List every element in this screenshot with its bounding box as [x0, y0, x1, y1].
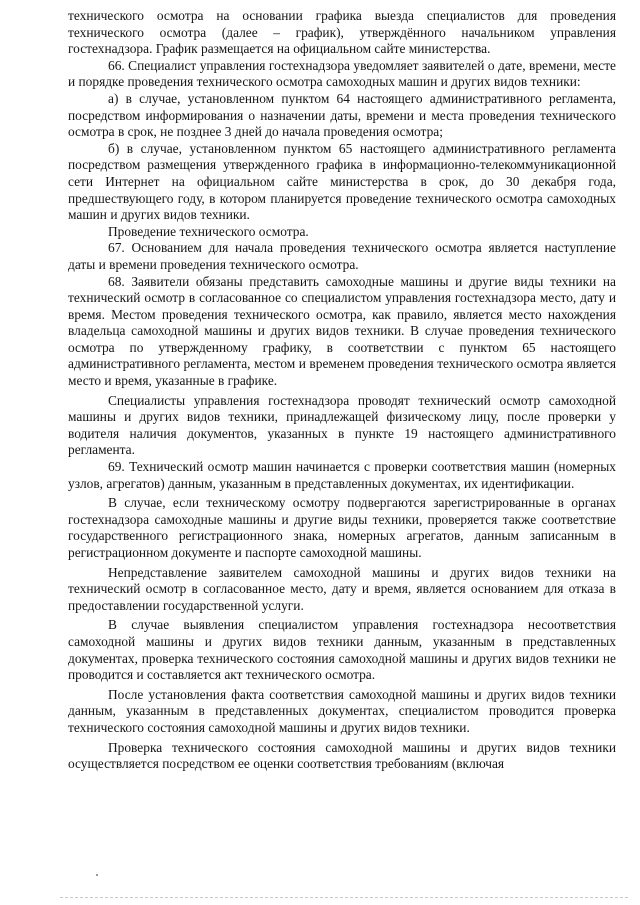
paragraph-69: 69. Технический осмотр машин начинается с проверки соответствия машин (номерных узлов, агрегатов) данным, указанным в представленных документах, их идентификации.	[68, 459, 616, 491]
paragraph-67: 67. Основанием для начала проведения технического осмотра является наступление даты и времени проведения технического осмотра.	[68, 240, 616, 272]
document-page	[68, 8, 616, 773]
paragraph-66-b: б) в случае, установленном пунктом 65 настоящего административного регламента посредством размещения утвержденного графика в информационно-телекоммуникационной сети Интернет на официальном сайте министерства в срок, до 30 декабря года, предшествующего году, в котором планируется проведение технического осмотра самоходных машин и других видов техники.	[68, 140, 616, 223]
paragraph-68-specialists: Специалисты управления гостехнадзора проводят технический осмотр самоходной машины и других видов техники, принадлежащей физическому лицу, после проверки у водителя наличия документов, указанных в пункте 19 настоящего административного регламента.	[68, 392, 616, 458]
section-heading: Проведение технического осмотра.	[108, 223, 309, 239]
page-bottom-edge	[60, 897, 628, 898]
paragraph-66-a: а) в случае, установленном пунктом 64 настоящего административного регламента, посредством информирования о назначении даты, времени и места проведения технического осмотра в срок, не позднее 3 дней до начала проведения осмотра;	[68, 90, 616, 140]
paragraph-69-mismatch: В случае выявления специалистом управления гостехнадзора несоответствия самоходной машины и других видов техники данным, указанным в представленных документах, проверка технического состояния самоходной машины и других видов техники не проводится и составляется акт технического осмотра.	[68, 617, 616, 683]
paragraph-68: 68. Заявители обязаны представить самоходные машины и другие виды техники на технический осмотр в согласованное со специалистом управления гостехнадзора место, дату и время. Местом проведения технического осмотра, как правило, является место нахождения владельца самоходной машины и других видов техники. В случае проведения технического осмотра по утвержденному графику, в соответствии с пунктом 65 настоящего административного регламента, местом и временем проведения технического осмотра является место и время, указанные в графике.	[68, 273, 616, 389]
scan-speck	[96, 874, 98, 876]
paragraph-69-match: После установления факта соответствия самоходной машины и других видов техники данным, указанным в представленных документах, специалистом проводится проверка технического состояния самоходной машины и других видов техники.	[68, 686, 616, 735]
paragraph-continuation: технического осмотра на основании графика выезда специалистов для проведения технического осмотра (далее – график), утверждённого начальником управления гостехнадзора. График размещается на официальном сайте министерства.	[68, 8, 616, 57]
paragraph-69-nonpresentation: Непредставление заявителем самоходной машины и других видов техники на технический осмотр в согласованное место, дату и время, является основанием для отказа в предоставлении государственной услуги.	[68, 564, 616, 613]
paragraph-69-check: Проверка технического состояния самоходной машины и других видов техники осуществляется посредством ее оценки соответствия требованиям (включая	[68, 739, 616, 772]
paragraph-66: 66. Специалист управления гостехнадзора уведомляет заявителей о дате, времени, месте и порядке проведения технического осмотра самоходных машин и других видов техники:	[68, 57, 616, 90]
paragraph-69-registered: В случае, если техническому осмотру подвергаются зарегистрированные в органах гостехнадзора самоходные машины и другие виды техники, проверяется также соответствие государственного регистрационного знака, номерных агрегатов, данным записанным в регистрационном документе и паспорте самоходной машины.	[68, 495, 616, 560]
